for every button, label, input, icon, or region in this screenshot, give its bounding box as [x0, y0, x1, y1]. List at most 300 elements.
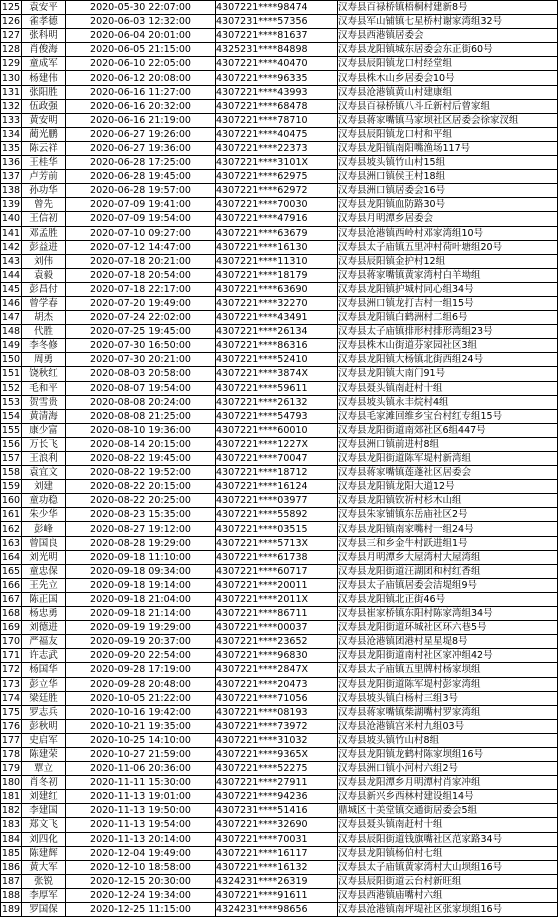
row-number: 188: [1, 889, 21, 901]
id-number: 4307221****11310: [216, 254, 338, 268]
table-row: [1, 536, 558, 550]
row-number: 168: [1, 608, 21, 620]
row-number: 163: [1, 537, 21, 549]
person-name: 严福友: [22, 635, 66, 649]
person-name: 肖冬初: [22, 776, 66, 790]
table-row: [1, 508, 558, 522]
person-name: 杨国华: [22, 663, 66, 677]
id-number: 4307221****60717: [216, 564, 338, 578]
address: 汉寿县坡头镇白杨村三组3号: [338, 691, 558, 705]
person-name: 童功稳: [22, 494, 66, 508]
person-name: 陈建辉: [22, 846, 66, 860]
address: 汉寿县百禄桥镇梧桐村建新8号: [338, 1, 558, 15]
person-name: 郑文飞: [22, 818, 66, 832]
address: 汉寿县辰阳街道云台村新旺组: [338, 874, 558, 888]
row-number: 139: [1, 199, 21, 211]
address: 汉寿县太子庙镇排形村排形湾组23号: [338, 325, 558, 339]
row-number: 189: [1, 904, 21, 916]
address: 汉寿县洲口镇侯王村18组: [338, 170, 558, 184]
row-number: 160: [1, 495, 21, 507]
address: 汉寿县龙阳镇钦祈村杉木山组: [338, 494, 558, 508]
row-number: 181: [1, 791, 21, 803]
record-datetime: 2020-11-11 15:30:00: [66, 776, 216, 790]
record-datetime: 2020-10-21 19:35:00: [66, 719, 216, 733]
id-number: 4307221****00037: [216, 621, 338, 635]
person-name: 黄安明: [22, 113, 66, 127]
address: 汉寿县蒋家嘴镇莲蓬社区居委会: [338, 466, 558, 480]
record-datetime: 2020-06-28 17:25:00: [66, 156, 216, 170]
person-name: 罗国保: [22, 903, 66, 917]
table-row: [1, 903, 558, 917]
person-name: 童成军: [22, 57, 66, 71]
id-number: 4307221****26134: [216, 325, 338, 339]
row-number: 125: [1, 2, 21, 14]
address: 汉寿县洲口镇龙打吉村一组15号: [338, 296, 558, 310]
record-datetime: 2020-08-22 19:45:00: [66, 452, 216, 466]
person-name: 曾先: [22, 198, 66, 212]
person-name: 黄清海: [22, 409, 66, 423]
address: 汉寿县龙阳镇龙阳大道12号: [338, 480, 558, 494]
row-number: 183: [1, 819, 21, 831]
id-number: 4307221****20011: [216, 578, 338, 592]
person-name: 雀孝德: [22, 15, 66, 29]
address: 汉寿县沧港镇西岭村邓家湾组10号: [338, 226, 558, 240]
address: 汉寿县龙阳街道陈军堤村彭家湾组: [338, 677, 558, 691]
table-row: [1, 296, 558, 310]
row-number: 157: [1, 453, 21, 465]
table-row: [1, 691, 558, 705]
person-name: 彭益进: [22, 240, 66, 254]
table-row: [1, 282, 558, 296]
address: 汉寿县龙阳街道南郊社区6组447号: [338, 423, 558, 437]
row-number: 171: [1, 650, 21, 662]
row-number: 178: [1, 749, 21, 761]
record-datetime: 2020-06-05 21:15:00: [66, 43, 216, 57]
record-datetime: 2020-09-18 21:14:00: [66, 607, 216, 621]
id-number: 4325231****84898: [216, 43, 338, 57]
id-number: 4307221****62975: [216, 170, 338, 184]
record-datetime: 2020-09-19 19:29:00: [66, 621, 216, 635]
id-number: 4307221****3101X: [216, 156, 338, 170]
record-datetime: 2020-06-16 21:19:00: [66, 113, 216, 127]
address: 汉寿县龙阳潭乡月明潭村肖家冲组: [338, 776, 558, 790]
table-row: [1, 762, 558, 776]
id-number: 4307221****96335: [216, 71, 338, 85]
record-datetime: 2020-08-23 15:35:00: [66, 508, 216, 522]
row-number: 162: [1, 523, 21, 535]
person-name: 张科明: [22, 29, 66, 43]
row-number: 150: [1, 354, 21, 366]
row-number: 134: [1, 128, 21, 140]
row-number: 156: [1, 438, 21, 450]
address: 汉寿县龙阳镇南家嘴村一组24号: [338, 522, 558, 536]
address: 汉寿县龙阳街道环城社区环六巷5号: [338, 621, 558, 635]
record-datetime: 2020-08-08 20:24:00: [66, 395, 216, 409]
id-number: 4307221****98474: [216, 1, 338, 15]
address: 汉寿县龙阳镇大杨镇北街西组24号: [338, 353, 558, 367]
address: 汉寿县龙阳镇北正街46号: [338, 592, 558, 606]
person-name: 罗志兵: [22, 705, 66, 719]
record-datetime: 2020-09-18 11:10:00: [66, 550, 216, 564]
id-number: 4307221****08193: [216, 705, 338, 719]
person-name: 陈正国: [22, 592, 66, 606]
record-datetime: 2020-07-18 22:17:00: [66, 282, 216, 296]
table-row: [1, 480, 558, 494]
person-name: 彭峰: [22, 522, 66, 536]
address: 汉寿县株木山街道芬家园社区3组: [338, 339, 558, 353]
table-row: [1, 874, 558, 888]
id-number: 4307221****31032: [216, 733, 338, 747]
address: 汉寿县辰阳镇龙口村和平组: [338, 127, 558, 141]
record-datetime: 2020-11-13 19:50:00: [66, 804, 216, 818]
row-number: 180: [1, 777, 21, 789]
table-row: [1, 141, 558, 155]
address: 汉寿县太子庙镇黄家湾村大山坝组16号: [338, 860, 558, 874]
record-datetime: 2020-11-13 20:14:00: [66, 832, 216, 846]
table-row: [1, 776, 558, 790]
id-number: 4307231****51416: [216, 804, 338, 818]
record-datetime: 2020-06-10 22:05:00: [66, 57, 216, 71]
record-datetime: 2020-08-22 20:15:00: [66, 480, 216, 494]
address: 汉寿县龙阳镇护城村同心组34号: [338, 282, 558, 296]
address: 汉寿县坡头镇竹山村15组: [338, 156, 558, 170]
record-datetime: 2020-07-25 19:45:00: [66, 325, 216, 339]
record-datetime: 2020-08-03 20:58:00: [66, 367, 216, 381]
row-number: 127: [1, 30, 21, 42]
record-datetime: 2020-09-20 22:54:00: [66, 649, 216, 663]
row-number: 172: [1, 664, 21, 676]
address: 汉寿县龙阳镇城东居委会东正街60号: [338, 43, 558, 57]
person-name: 万长飞: [22, 437, 66, 451]
address: 汉寿县百禄桥镇八斗丘新村后曾家组: [338, 99, 558, 113]
record-datetime: 2020-09-18 21:04:00: [66, 592, 216, 606]
table-row: [1, 733, 558, 747]
id-number: 4307221****55892: [216, 508, 338, 522]
person-name: 曾学春: [22, 296, 66, 310]
record-datetime: 2020-08-07 19:54:00: [66, 381, 216, 395]
id-number: 4307221****22373: [216, 141, 338, 155]
person-name: 彭昌付: [22, 282, 66, 296]
address: 汉寿县毛家滩回维乡宝台村红专组15号: [338, 409, 558, 423]
row-number: 166: [1, 579, 21, 591]
person-name: 袁宜文: [22, 466, 66, 480]
row-number: 145: [1, 283, 21, 295]
person-name: 刘光明: [22, 550, 66, 564]
table-row: [1, 860, 558, 874]
record-datetime: 2020-06-27 19:36:00: [66, 141, 216, 155]
id-number: 4307221****52410: [216, 353, 338, 367]
row-number: 170: [1, 636, 21, 648]
table-row: [1, 311, 558, 325]
id-number: 4307221****16130: [216, 240, 338, 254]
row-number: 153: [1, 396, 21, 408]
table-row: [1, 578, 558, 592]
address: 汉寿县龙阳镇杨伯村七组: [338, 846, 558, 860]
table-row: [1, 353, 558, 367]
address: 汉寿县太子庙镇居委会洁堤组9号: [338, 578, 558, 592]
address: 汉寿县蒋家嘴镇黄家湾村白羊坳组: [338, 268, 558, 282]
address: 汉寿县辰阳街道钱旗嘴社区范家路34号: [338, 832, 558, 846]
person-name: 饶秋红: [22, 367, 66, 381]
record-datetime: 2020-06-27 19:26:00: [66, 127, 216, 141]
table-row: [1, 85, 558, 99]
id-number: 4307221****9365X: [216, 747, 338, 761]
table-row: [1, 592, 558, 606]
person-name: 王浪利: [22, 452, 66, 466]
id-number: 4307221****32690: [216, 818, 338, 832]
row-number: 137: [1, 171, 21, 183]
id-number: 4307221****70031: [216, 832, 338, 846]
person-name: 张阳胜: [22, 85, 66, 99]
record-datetime: 2020-08-14 20:15:00: [66, 437, 216, 451]
person-name: 邓孟胜: [22, 226, 66, 240]
record-datetime: 2020-05-30 22:07:00: [66, 1, 216, 15]
table-row: [1, 381, 558, 395]
record-datetime: 2020-12-24 19:34:00: [66, 888, 216, 902]
table-row: [1, 494, 558, 508]
id-number: 4307221****60010: [216, 423, 338, 437]
address: 汉寿县军山铺镇七星桥村谢家湾组32号: [338, 15, 558, 29]
record-datetime: 2020-12-15 20:30:00: [66, 874, 216, 888]
record-datetime: 2020-08-22 19:52:00: [66, 466, 216, 480]
table-row: [1, 240, 558, 254]
address: 汉寿县蒋家嘴镇马家坝社区居委会徐家汊组: [338, 113, 558, 127]
id-number: 4307221****63690: [216, 282, 338, 296]
id-number: 4307221****18712: [216, 466, 338, 480]
person-name: 李厚军: [22, 888, 66, 902]
row-number: 164: [1, 551, 21, 563]
record-datetime: 2020-08-22 20:25:00: [66, 494, 216, 508]
table-row: [1, 635, 558, 649]
table-row: [1, 832, 558, 846]
row-number: 155: [1, 424, 21, 436]
row-number: 161: [1, 509, 21, 521]
id-number: 4307221****27911: [216, 776, 338, 790]
person-name: 陈云祥: [22, 141, 66, 155]
record-datetime: 2020-11-06 20:36:00: [66, 762, 216, 776]
table-row: [1, 325, 558, 339]
person-name: 卢芳前: [22, 170, 66, 184]
table-row: [1, 57, 558, 71]
table-row: [1, 550, 558, 564]
table-row: [1, 466, 558, 480]
row-number: 186: [1, 861, 21, 873]
row-number: 136: [1, 157, 21, 169]
person-name: 袁毅: [22, 268, 66, 282]
id-number: 4307221****73972: [216, 719, 338, 733]
record-datetime: 2020-11-13 19:01:00: [66, 790, 216, 804]
records-body: [1, 1, 558, 917]
record-datetime: 2020-10-05 21:22:00: [66, 691, 216, 705]
row-number: 141: [1, 227, 21, 239]
person-name: 张锐: [22, 874, 66, 888]
id-number: 4307221****40470: [216, 57, 338, 71]
address: 汉寿县月明潭乡居委会: [338, 212, 558, 226]
record-datetime: 2020-08-10 19:36:00: [66, 423, 216, 437]
row-number: 142: [1, 241, 21, 253]
record-datetime: 2020-10-25 14:10:00: [66, 733, 216, 747]
address: 汉寿县崔家桥镇东阳村陈家湾组34号: [338, 607, 558, 621]
person-name: 袁安平: [22, 1, 66, 15]
person-name: 朱少华: [22, 508, 66, 522]
table-row: [1, 705, 558, 719]
address: 汉寿县龙阳街道南村社区家冲组42号: [338, 649, 558, 663]
id-number: 4307231****57356: [216, 15, 338, 29]
person-name: 王信初: [22, 212, 66, 226]
id-number: 4307221****71056: [216, 691, 338, 705]
record-datetime: 2020-10-16 19:42:00: [66, 705, 216, 719]
address: 汉寿县龙阳镇血防路30号: [338, 198, 558, 212]
address: 汉寿县太子庙镇五里冲村荷叶塘组20号: [338, 240, 558, 254]
id-number: 4307221****18179: [216, 268, 338, 282]
id-number: 4307221****43491: [216, 311, 338, 325]
table-row: [1, 888, 558, 902]
id-number: 4307221****86711: [216, 607, 338, 621]
row-number: 151: [1, 368, 21, 380]
id-number: 4307221****26132: [216, 395, 338, 409]
id-number: 4307221****20473: [216, 677, 338, 691]
record-datetime: 2020-08-28 19:29:00: [66, 536, 216, 550]
row-number: 179: [1, 763, 21, 775]
table-row: [1, 818, 558, 832]
row-number: 182: [1, 805, 21, 817]
id-number: 4324231****98656: [216, 903, 338, 917]
row-number: 176: [1, 720, 21, 732]
record-datetime: 2020-11-13 19:54:00: [66, 818, 216, 832]
address: 汉寿县沧港镇团港村星星堤8号: [338, 635, 558, 649]
table-row: [1, 677, 558, 691]
address: 鼎城区十美堂镇交通街居委会5组: [338, 804, 558, 818]
table-row: [1, 254, 558, 268]
record-datetime: 2020-07-20 19:49:00: [66, 296, 216, 310]
table-row: [1, 170, 558, 184]
row-number: 129: [1, 58, 21, 70]
id-number: 4307221****91611: [216, 888, 338, 902]
address: 汉寿县龙阳镇白鹤洲村二组6号: [338, 311, 558, 325]
record-datetime: 2020-09-18 19:14:00: [66, 578, 216, 592]
row-number: 187: [1, 875, 21, 887]
person-name: 黄大军: [22, 860, 66, 874]
id-number: 4307221****03977: [216, 494, 338, 508]
id-number: 4307221****59611: [216, 381, 338, 395]
row-number: 132: [1, 100, 21, 112]
person-name: 毛和平: [22, 381, 66, 395]
id-number: 4307221****43993: [216, 85, 338, 99]
address: 汉寿县辰阳镇金护村12组: [338, 254, 558, 268]
person-name: 刘德进: [22, 621, 66, 635]
person-name: 梁廷胜: [22, 691, 66, 705]
record-datetime: 2020-07-18 20:21:00: [66, 254, 216, 268]
address: 汉寿县洲口镇前进村8组: [338, 437, 558, 451]
table-row: [1, 437, 558, 451]
address: 汉寿县洲口镇小河村六组2号: [338, 762, 558, 776]
address: 汉寿县太子庙镇五里牌村杨家坝组: [338, 663, 558, 677]
table-row: [1, 268, 558, 282]
row-number: 131: [1, 86, 21, 98]
row-number: 126: [1, 16, 21, 28]
table-row: [1, 719, 558, 733]
row-number: 167: [1, 593, 21, 605]
row-number: 148: [1, 326, 21, 338]
table-row: [1, 198, 558, 212]
person-name: 刘四化: [22, 832, 66, 846]
table-row: [1, 663, 558, 677]
table-row: [1, 607, 558, 621]
person-name: 蔺光鹏: [22, 127, 66, 141]
person-name: 孙功华: [22, 184, 66, 198]
table-row: [1, 564, 558, 578]
record-datetime: 2020-12-04 19:49:00: [66, 846, 216, 860]
table-row: [1, 113, 558, 127]
id-number: 4307221****23652: [216, 635, 338, 649]
record-datetime: 2020-07-30 20:21:00: [66, 353, 216, 367]
table-row: [1, 522, 558, 536]
table-row: [1, 423, 558, 437]
person-name: 刘建红: [22, 790, 66, 804]
address: 汉寿县朱家铺镇东岳庙社区2号: [338, 508, 558, 522]
row-number: 133: [1, 114, 21, 126]
person-name: 童忠保: [22, 564, 66, 578]
person-name: 代胜: [22, 325, 66, 339]
record-datetime: 2020-10-27 21:59:00: [66, 747, 216, 761]
id-number: 4307221****78710: [216, 113, 338, 127]
address: 汉寿县西港镇庙嘴村六组: [338, 888, 558, 902]
table-row: [1, 409, 558, 423]
row-number: 154: [1, 410, 21, 422]
person-name: 刘建: [22, 480, 66, 494]
table-row: [1, 99, 558, 113]
address: 汉寿县坡头镇竹山村8组: [338, 733, 558, 747]
person-name: 肖俊海: [22, 43, 66, 57]
row-number: 158: [1, 467, 21, 479]
id-number: 4307221****3874X: [216, 367, 338, 381]
id-number: 4307221****81637: [216, 29, 338, 43]
table-row: [1, 1, 558, 15]
record-datetime: 2020-09-28 17:19:00: [66, 663, 216, 677]
record-datetime: 2020-06-28 19:57:00: [66, 184, 216, 198]
row-number: 175: [1, 706, 21, 718]
person-name: 李建国: [22, 804, 66, 818]
record-datetime: 2020-08-27 19:12:00: [66, 522, 216, 536]
row-number: 128: [1, 44, 21, 56]
record-datetime: 2020-07-30 16:50:00: [66, 339, 216, 353]
id-number: 4307221****96830: [216, 649, 338, 663]
id-number: 4307221****16117: [216, 846, 338, 860]
id-number: 4307221****62972: [216, 184, 338, 198]
person-name: 李冬修: [22, 339, 66, 353]
address: 汉寿县新兴乡西林村建设组14号: [338, 790, 558, 804]
person-name: 杨建伟: [22, 71, 66, 85]
record-datetime: 2020-08-08 21:25:00: [66, 409, 216, 423]
table-row: [1, 29, 558, 43]
address: 汉寿县三和乡金牛村跃进组1号: [338, 536, 558, 550]
row-number: 140: [1, 213, 21, 225]
address: 汉寿县沧港镇南坪堤社区张家坝组16号: [338, 903, 558, 917]
id-number: 4307221****5713X: [216, 536, 338, 550]
record-datetime: 2020-12-10 18:58:00: [66, 860, 216, 874]
row-number: 177: [1, 734, 21, 746]
person-name: 许志武: [22, 649, 66, 663]
person-name: 刘伟: [22, 254, 66, 268]
address: 汉寿县坡头镇永丰烷村4组: [338, 395, 558, 409]
address: 汉寿县辰阳镇龙口村经堂组: [338, 57, 558, 71]
id-number: 4307221****1227X: [216, 437, 338, 451]
row-number: 144: [1, 269, 21, 281]
table-row: [1, 790, 558, 804]
row-number: 174: [1, 692, 21, 704]
id-number: 4307221****52275: [216, 762, 338, 776]
person-name: 贺雪贵: [22, 395, 66, 409]
